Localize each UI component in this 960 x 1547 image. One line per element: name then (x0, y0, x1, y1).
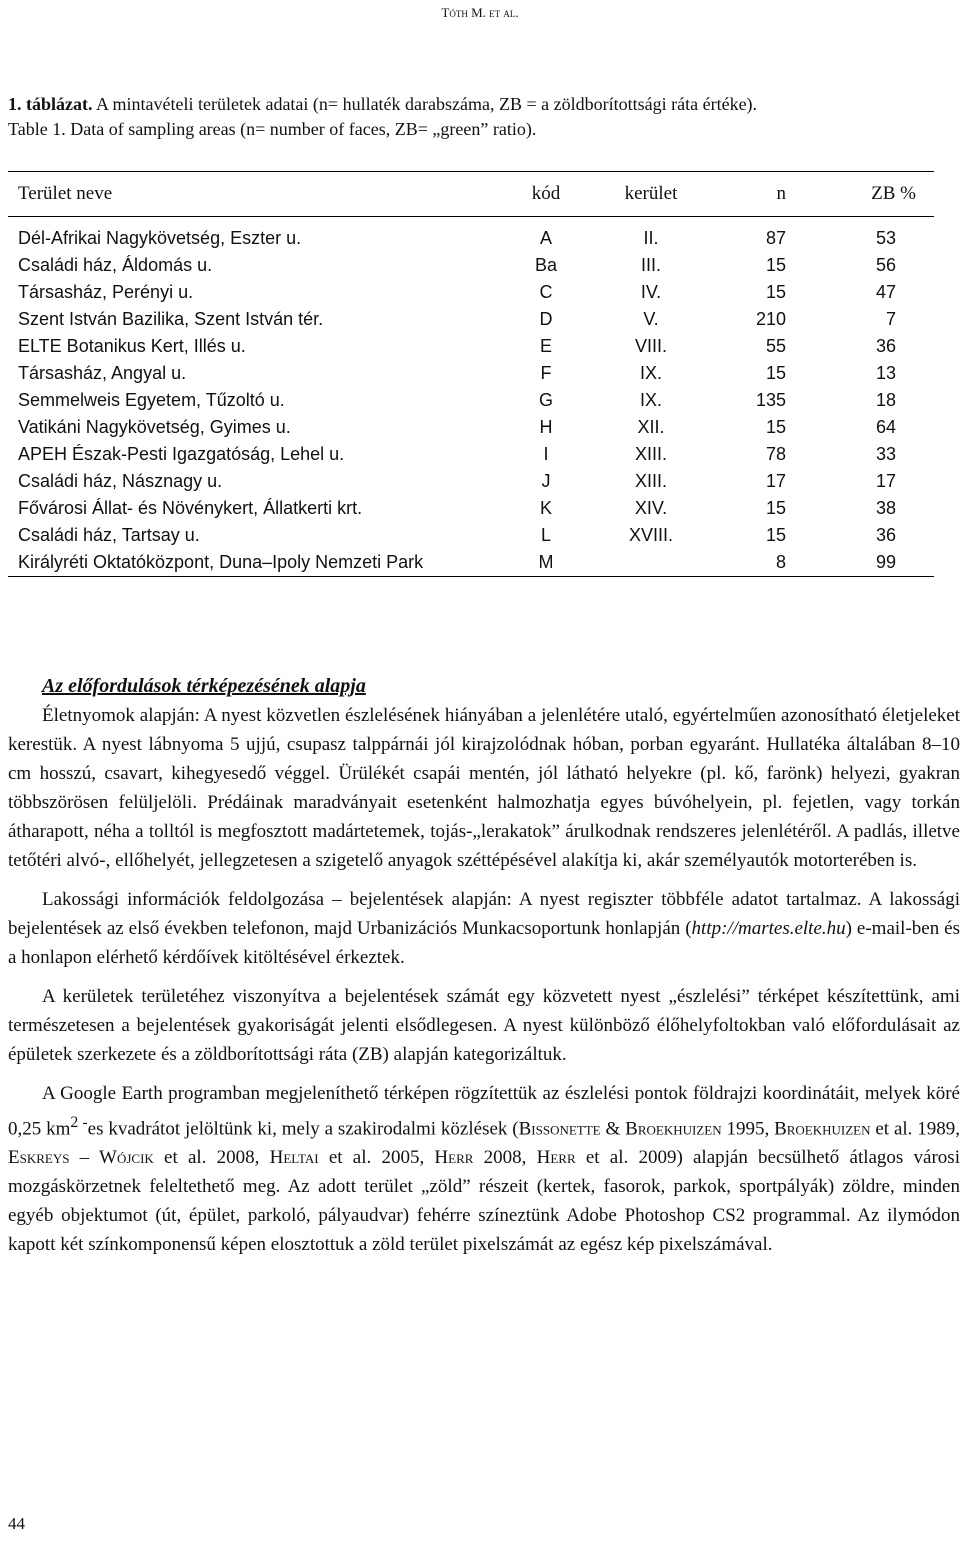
cell-name: Semmelweis Egyetem, Tűzoltó u. (18, 390, 285, 410)
p4-superscript: 2 - (70, 1114, 88, 1131)
table-header (8, 172, 934, 217)
ref-author: Herr (536, 1147, 576, 1169)
cell-zb: 38 (875, 498, 896, 518)
ref-author: Bissonette (518, 1118, 601, 1140)
column-header-name: Terület neve (8, 172, 496, 217)
cell-zb: 36 (875, 336, 896, 356)
caption-hu-label: 1. táblázat. (8, 94, 93, 114)
p2-text-start: Lakossági információk feldolgozása – bejelentések alapján: A nyest regiszter többféle adatot tartalmaz. A lakossági bejelentések az első években telefonon, majd Urbanizációs Munkacsoportunk honlapján ( (8, 889, 960, 939)
cell-code: J (541, 471, 551, 491)
cell-code: C (539, 282, 553, 302)
cell-n: 55 (765, 336, 786, 356)
cell-code: L (540, 525, 551, 545)
paragraph-district-map: A kerületek területéhez viszonyítva a bejelentések számát egy közvetett nyest „észlelési” térképet készítettünk, ami természetesen a bejelentések gyakoriságát jelenti elsődlegesen. A nyest különböző élőhelyfoltokban való előfordulásait az épületek szerkezete és a zöldborítottsági ráta (ZB) alapján kategorizáltuk. (8, 986, 960, 1065)
paragraph-public-reports (8, 885, 960, 972)
table-row (8, 495, 934, 522)
sampling-areas-table (8, 171, 934, 577)
cell-n: 15 (765, 498, 786, 518)
cell-zb: 33 (875, 444, 896, 464)
cell-district: VIII. (634, 336, 667, 356)
cell-name: Vatikáni Nagykövetség, Gyimes u. (18, 417, 291, 437)
table-row (8, 360, 934, 387)
p4-text-h: 2008, (473, 1147, 537, 1169)
body-text (8, 672, 960, 1259)
table-row (8, 306, 934, 333)
cell-n: 15 (765, 525, 786, 545)
cell-n: 78 (765, 444, 786, 464)
caption-hu-text: A mintavételi területek adatai (n= hullaték darabszáma, ZB = a zöldborítottsági ráta értéke). (92, 94, 758, 114)
cell-code: D (539, 309, 553, 329)
table-row (8, 333, 934, 360)
cell-n: 15 (765, 282, 786, 302)
cell-zb: 64 (875, 417, 896, 437)
cell-zb: 47 (875, 282, 896, 302)
table-row (8, 468, 934, 495)
cell-zb: 99 (786, 549, 934, 577)
cell-district: XIV. (634, 498, 668, 518)
page-number: 44 (8, 1514, 25, 1533)
cell-name: APEH Észak-Pesti Igazgatóság, Lehel u. (18, 444, 345, 464)
cell-code: I (543, 444, 549, 464)
cell-name: Szent István Bazilika, Szent István tér. (18, 309, 324, 329)
cell-n: 210 (755, 309, 786, 329)
cell-district: II. (643, 228, 659, 248)
table-header-row (8, 172, 934, 217)
cell-name: Társasház, Perényi u. (18, 282, 194, 302)
cell-n: 8 (706, 549, 786, 577)
cell-code: M (496, 549, 596, 577)
cell-code: A (539, 228, 552, 248)
cell-zb: 17 (875, 471, 896, 491)
paragraph-life-signs: Életnyomok alapján: A nyest közvetlen észlelésének hiányában a jelenlétére utaló, egyértelműen azonosítható életjeleket kerestük. A nyest lábnyoma 5 ujjú, csupasz talppárnái jól kirajzolódnak hóban, porban egyaránt. Hullatéka általában 8–10 cm hosszú, csavart, kihegyesedő véggel. Ürülékét csapái mentén, jól látható helyekre (pl. kő, farönk) helyezi, gyakran többszörösen felüljelöli. Prédáinak maradványait esetenként halmozhatja egyes búvóhelyein, pl. fejetlen, vagy torkán átharapott, néha a tolltól is megfosztott madártetemek, tojás-„lerakatok” árulkodnak rendszeres jelenlétéről. A padlás, illetve tetőtéri alvó-, ellőhelyét, jellegzetesen a szigetelő anyagok széttépésével alakítja ki, akár személyautók motorterében is. (8, 705, 960, 871)
paragraph-google-earth (8, 1079, 960, 1259)
cell-name: Családi ház, Tartsay u. (18, 525, 200, 545)
cell-district: V. (643, 309, 659, 329)
table-row (8, 549, 934, 577)
ref-author: Eskreys – Wójcik (8, 1147, 154, 1169)
cell-district: XVIII. (628, 525, 673, 545)
cell-zb: 7 (885, 309, 896, 329)
column-header-code: kód (496, 172, 596, 217)
cell-code: F (540, 363, 552, 383)
p2-text-end: ) e-mail-ben és a honlapon elérhető kérdőívek kitöltésével érkeztek. (8, 918, 960, 968)
p4-text-i: et al. 2009) alapján becsülhető átlagos városi mozgáskörzetnek feleltethető meg. Az adott terület „zöld” részeit (kertek, fasorok, parkok, sportpályák) zöldre, minden egyéb objektumot (út, épület, parkoló, pályaudvar) fehérre színeztünk Adobe Photoshop CS2 programmal. Az ilymódon kapott két színkomponensű képen elosztottuk a zöld terület pixelszámát az egész kép pixelszámával. (8, 1147, 960, 1256)
caption-en-text: Data of sampling areas (n= number of faces, ZB= „green” ratio). (65, 119, 537, 139)
p4-text-g: et al. 2005, (318, 1147, 435, 1169)
table-row (8, 414, 934, 441)
cell-code: E (539, 336, 552, 356)
p4-text-e: et al. 1989, (870, 1118, 960, 1140)
column-header-zb: ZB % (786, 172, 934, 217)
running-header-author: Tóth M. et al. (441, 5, 519, 20)
table-caption (8, 92, 757, 142)
ref-author: Herr (434, 1147, 474, 1169)
cell-name: Családi ház, Áldomás u. (18, 255, 213, 275)
cell-zb: 36 (875, 525, 896, 545)
cell-n: 15 (765, 417, 786, 437)
column-header-n: n (706, 172, 786, 217)
ref-author: Heltai (269, 1147, 319, 1169)
cell-code: G (538, 390, 553, 410)
cell-district: XIII. (634, 471, 667, 491)
p4-text-a: A Google Earth programban megjeleníthető térképen rögzítettük az észlelési pontok földrajzi koordinátáit, melyek köré 0,25 km (8, 1083, 960, 1140)
cell-name: Dél-Afrikai Nagykövetség, Eszter u. (18, 228, 302, 248)
cell-n: 135 (755, 390, 786, 410)
table-row (8, 252, 934, 279)
caption-hungarian (8, 92, 757, 117)
cell-zb: 13 (875, 363, 896, 383)
table-row (8, 522, 934, 549)
running-header (0, 2, 960, 22)
cell-zb: 56 (875, 255, 896, 275)
table-row (8, 387, 934, 414)
cell-code: Ba (534, 255, 558, 275)
cell-code: H (539, 417, 553, 437)
cell-name: Királyréti Oktatóközpont, Duna–Ipoly Nemzeti Park (8, 549, 496, 577)
p4-text-f: et al. 2008, (153, 1147, 270, 1169)
cell-zb: 53 (875, 228, 896, 248)
cell-district: IV. (640, 282, 662, 302)
cell-n: 17 (765, 471, 786, 491)
table-row (8, 217, 934, 253)
p4-text-d: 1995, (721, 1118, 775, 1140)
cell-code: K (539, 498, 552, 518)
cell-district: III. (640, 255, 661, 275)
column-header-district: kerület (596, 172, 706, 217)
ref-author: Broekhuizen (774, 1118, 871, 1140)
cell-district: IX. (639, 390, 662, 410)
cell-n: 87 (765, 228, 786, 248)
cell-district: IX. (639, 363, 662, 383)
cell-n: 15 (765, 363, 786, 383)
table-row (8, 279, 934, 306)
cell-district: XII. (637, 417, 665, 437)
cell-name: ELTE Botanikus Kert, Illés u. (18, 336, 246, 356)
cell-name: Fővárosi Állat- és Növénykert, Állatkerti krt. (18, 498, 363, 518)
table-body (8, 217, 934, 577)
section-heading: Az előfordulások térképezésének alapja (42, 675, 366, 697)
p4-text-b: es kvadrátot jelöltünk ki, mely a szakirodalmi közlések ( (87, 1118, 519, 1140)
caption-english (8, 117, 757, 142)
p4-text-c: & (600, 1118, 626, 1140)
table-row (8, 441, 934, 468)
cell-name: Családi ház, Násznagy u. (18, 471, 223, 491)
cell-name: Társasház, Angyal u. (18, 363, 187, 383)
caption-en-label: Table 1. (8, 119, 66, 139)
cell-district: XIII. (634, 444, 667, 464)
ref-author: Broekhuizen (625, 1118, 722, 1140)
cell-zb: 18 (875, 390, 896, 410)
website-link[interactable]: http://martes.elte.hu (691, 918, 846, 939)
cell-district (596, 549, 706, 577)
cell-n: 15 (765, 255, 786, 275)
